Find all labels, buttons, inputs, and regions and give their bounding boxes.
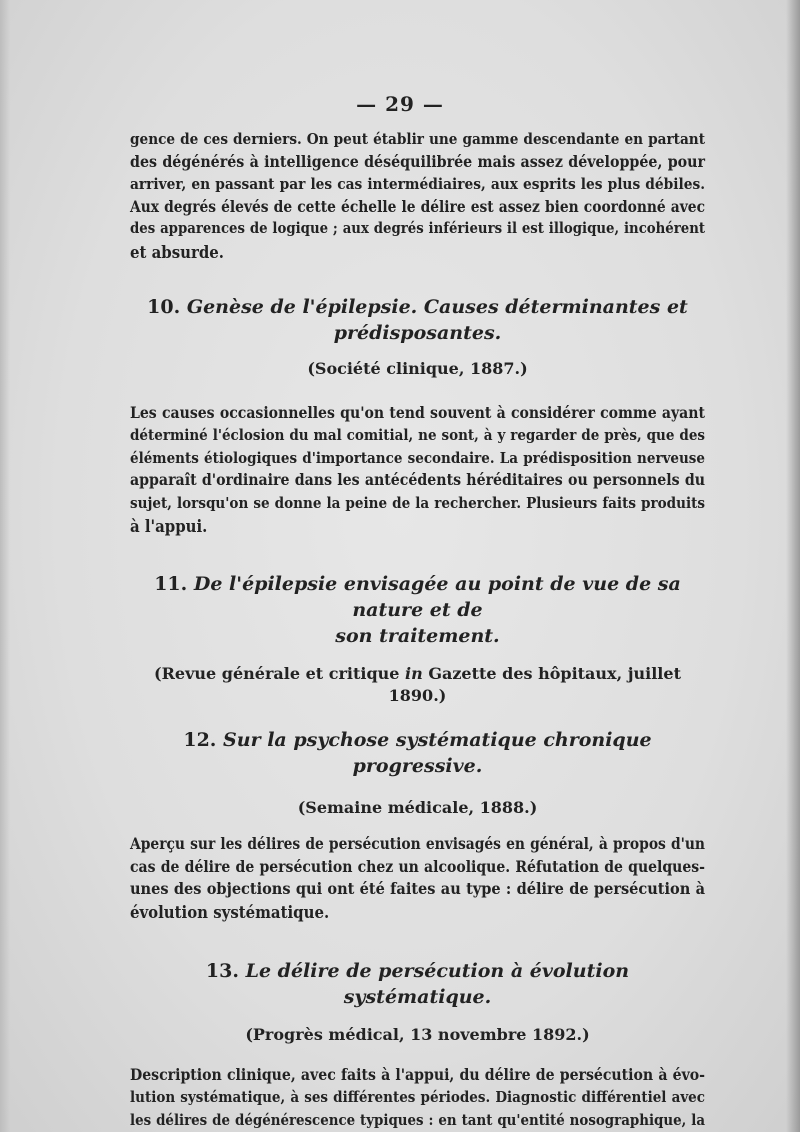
section-13-heading (130, 958, 705, 1010)
section-10-source: (Société clinique, 1887.) (307, 358, 528, 378)
body-line: Description clinique, avec faits à l'appui, du délire de persécution à évo- (130, 1064, 705, 1084)
body-line: sujet, lorsqu'on se donne la peine de la rechercher. Plusieurs faits produits (130, 493, 705, 512)
section-12-paragraph (130, 833, 705, 923)
intro-line: des dégénérés à intelligence déséquilibrée mais assez développée, pour (130, 151, 705, 171)
section-10-paragraph (130, 402, 705, 538)
section-title: son traitement. (335, 625, 500, 648)
section-number: 12. (183, 729, 217, 752)
body-line: Les causes occasionnelles qu'on tend souvent à considérer comme ayant (130, 402, 705, 422)
source-suffix: Gazette des hôpitaux, juillet 1890.) (388, 664, 681, 706)
intro-line: arriver, en passant par les cas intermédiaires, aux esprits les plus débiles. (130, 175, 705, 194)
section-10-heading (130, 294, 705, 346)
body-line: unes des objections qui ont été faites au type : délire de persécution à (130, 879, 705, 899)
section-13-source: (Progrès médical, 13 novembre 1892.) (245, 1024, 590, 1044)
source-prefix: (Revue générale et critique (154, 664, 400, 684)
section-12-heading (130, 727, 705, 779)
section-title: De l'épilepsie envisagée au point de vue de sa nature et de (193, 573, 681, 622)
intro-paragraph (130, 128, 705, 264)
page-content (130, 128, 705, 1131)
intro-line: et absurde. (130, 241, 224, 262)
section-title: Sur la psychose systématique chronique progressive. (223, 729, 652, 778)
section-11-heading (130, 571, 705, 649)
body-line: évolution systématique. (130, 901, 330, 922)
section-title: Genèse de l'épilepsie. Causes déterminantes et (186, 295, 688, 318)
page-shadow-left (0, 0, 10, 1132)
section-13-paragraph (130, 1064, 705, 1132)
section-title: prédisposantes. (333, 321, 502, 344)
section-number: 13. (205, 959, 239, 982)
page-number: — 29 — (356, 92, 444, 116)
section-number: 11. (154, 573, 188, 596)
body-line: éléments étiologiques d'importance secondaire. La prédisposition nerveuse (130, 448, 705, 467)
body-line: Aperçu sur les délires de persécution envisagés en général, à propos d'un (130, 835, 705, 854)
source-in: in (405, 664, 423, 684)
body-line: à l'appui. (130, 515, 208, 536)
intro-line: des apparences de logique ; aux degrés inférieurs il est illogique, incohérent (130, 220, 705, 238)
section-title: Le délire de persécution à évolution systématique. (245, 959, 630, 1008)
body-line: lution systématique, à ses différentes périodes. Diagnostic différentiel avec (130, 1088, 705, 1107)
page-shadow-right (786, 0, 800, 1132)
section-12-source: (Semaine médicale, 1888.) (297, 798, 538, 818)
body-line: déterminé l'éclosion du mal comitial, ne sont, à y regarder de près, que des (130, 426, 705, 445)
body-line: apparaît d'ordinaire dans les antécédents héréditaires ou personnels du (130, 470, 705, 490)
body-line: les délires de dégénérescence typiques : en tant qu'entité nosographique, la (130, 1110, 705, 1129)
intro-line: Aux degrés élevés de cette échelle le délire est assez bien coordonné avec (130, 197, 705, 216)
section-11-source (130, 663, 705, 707)
section-number: 10. (147, 295, 181, 318)
body-line: cas de délire de persécution chez un alcoolique. Réfutation de quelques- (130, 856, 705, 876)
intro-line: gence de ces derniers. On peut établir une gamme descendante en partant (130, 130, 705, 148)
